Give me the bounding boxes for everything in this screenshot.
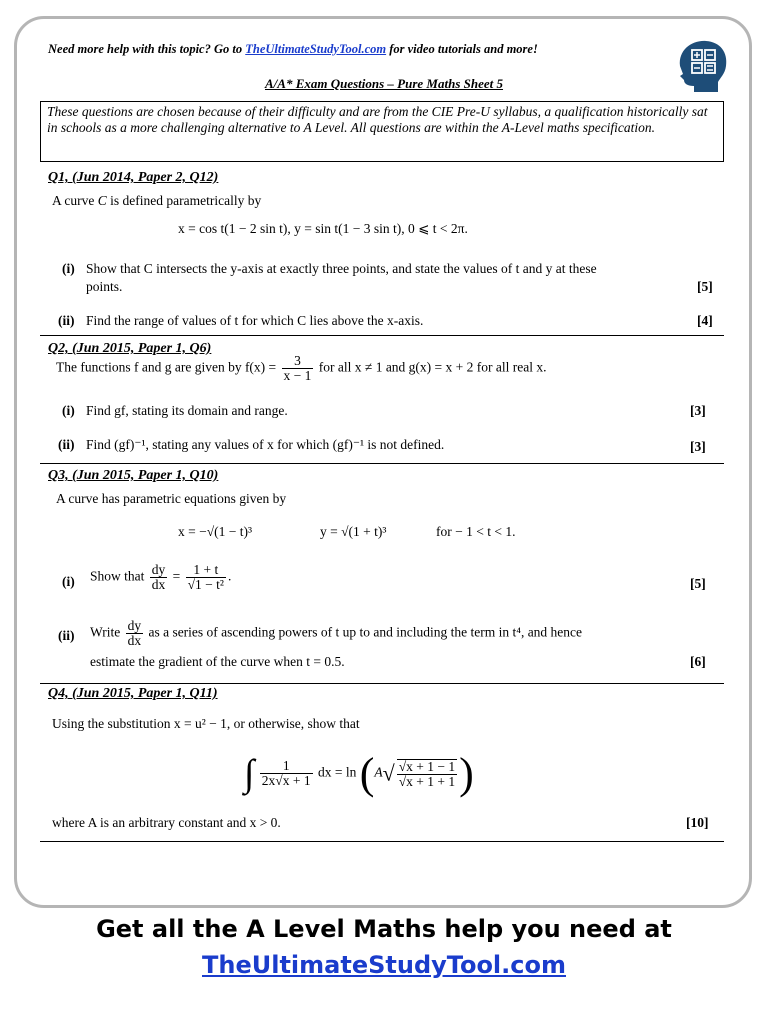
q3-stem: A curve has parametric equations given by bbox=[56, 491, 287, 506]
q4-marks: [10] bbox=[686, 815, 709, 830]
q1-part-ii-marks: [4] bbox=[697, 313, 713, 328]
q3-equation-y: y = √(1 + t)³ bbox=[320, 524, 387, 539]
q3-part-ii-text: Write $\frac{dy}{dx}$ as a series of ascending powers of t up to and including the term in t⁴, and hence bbox=[90, 618, 583, 648]
q3-equation-range: for − 1 < t < 1. bbox=[436, 524, 516, 539]
q2-part-i-label: (i) bbox=[62, 403, 75, 418]
q2-part-ii-text: Find (gf)⁻¹, stating any values of x for which (gf)⁻¹ is not defined. bbox=[86, 437, 445, 452]
divider bbox=[40, 335, 724, 336]
q4-stem: Using the substitution x = u² − 1, or otherwise, show that bbox=[52, 716, 360, 731]
q1-stem: A curve C is defined parametrically by bbox=[52, 193, 262, 208]
q2-part-ii-label: (ii) bbox=[58, 437, 75, 452]
help-banner-suffix: for video tutorials and more! bbox=[386, 42, 538, 56]
q3-equation-x: x = −√(1 − t)³ bbox=[178, 524, 253, 539]
q4-closing: where A is an arbitrary constant and x > 0. bbox=[52, 815, 281, 830]
q3-part-i-marks: [5] bbox=[690, 576, 706, 591]
q4-heading: Q4, (Jun 2015, Paper 1, Q11) bbox=[48, 686, 218, 701]
q2-stem: The functions f and g are given by f(x) = $\frac{3}{x - 1}$ for all x ≠ 1 and g(x) = x + 2 for all real x. bbox=[56, 353, 547, 383]
divider bbox=[40, 841, 724, 842]
help-banner-prefix: Need more help with this topic? Go to bbox=[48, 42, 246, 56]
study-tool-link[interactable]: TheUltimateStudyTool.com bbox=[245, 42, 387, 56]
sheet-title: A/A* Exam Questions – Pure Maths Sheet 5 bbox=[264, 76, 504, 91]
q1-part-ii-text: Find the range of values of t for which C lies above the x-axis. bbox=[86, 313, 424, 328]
q1-part-i-text: Show that C intersects the y-axis at exactly three points, and state the values of t and y at these bbox=[86, 261, 597, 276]
q1-part-i-marks: [5] bbox=[697, 279, 713, 294]
q3-part-ii-label: (ii) bbox=[58, 628, 75, 643]
q2-part-i-marks: [3] bbox=[690, 403, 706, 418]
divider bbox=[40, 463, 724, 464]
footer-link[interactable]: TheUltimateStudyTool.com bbox=[202, 951, 566, 979]
q1-part-ii-label: (ii) bbox=[58, 313, 75, 328]
q3-part-ii-text-2: estimate the gradient of the curve when t = 0.5. bbox=[90, 654, 345, 669]
q3-part-i-label: (i) bbox=[62, 574, 75, 589]
footer-tagline: Get all the A Level Maths help you need at bbox=[96, 915, 672, 943]
q2-part-ii-marks: [3] bbox=[690, 439, 706, 454]
help-banner bbox=[48, 42, 668, 57]
q2-part-i-text: Find gf, stating its domain and range. bbox=[86, 403, 288, 418]
q1-part-i-text-2: points. bbox=[86, 279, 123, 294]
q1-heading: Q1, (Jun 2014, Paper 2, Q12) bbox=[48, 170, 219, 185]
q3-heading: Q3, (Jun 2015, Paper 1, Q10) bbox=[48, 468, 219, 483]
q2-heading: Q2, (Jun 2015, Paper 1, Q6) bbox=[48, 341, 212, 356]
intro-box: These questions are chosen because of their difficulty and are from the CIE Pre-U syllabus, a qualification historically sat in schools as a more challenging alternative to A Level. All questions are within the A-Level maths specification. bbox=[40, 101, 724, 162]
q3-part-ii-marks: [6] bbox=[690, 654, 706, 669]
divider bbox=[40, 683, 724, 684]
q1-equation: x = cos t(1 − 2 sin t), y = sin t(1 − 3 sin t), 0 ⩽ t < 2π. bbox=[178, 221, 468, 236]
q4-integral: ∫ $\frac{1}{2x√x + 1}$ dx = ln (A√ $\frac{√x + 1 - 1}{√x + 1 + 1}$ ) bbox=[244, 749, 474, 798]
q1-part-i-label: (i) bbox=[62, 261, 75, 276]
q3-part-i-text: Show that $\frac{dy}{dx}$ = $\frac{1 + t}{\text{√1 − t²}}$ . bbox=[90, 562, 232, 592]
